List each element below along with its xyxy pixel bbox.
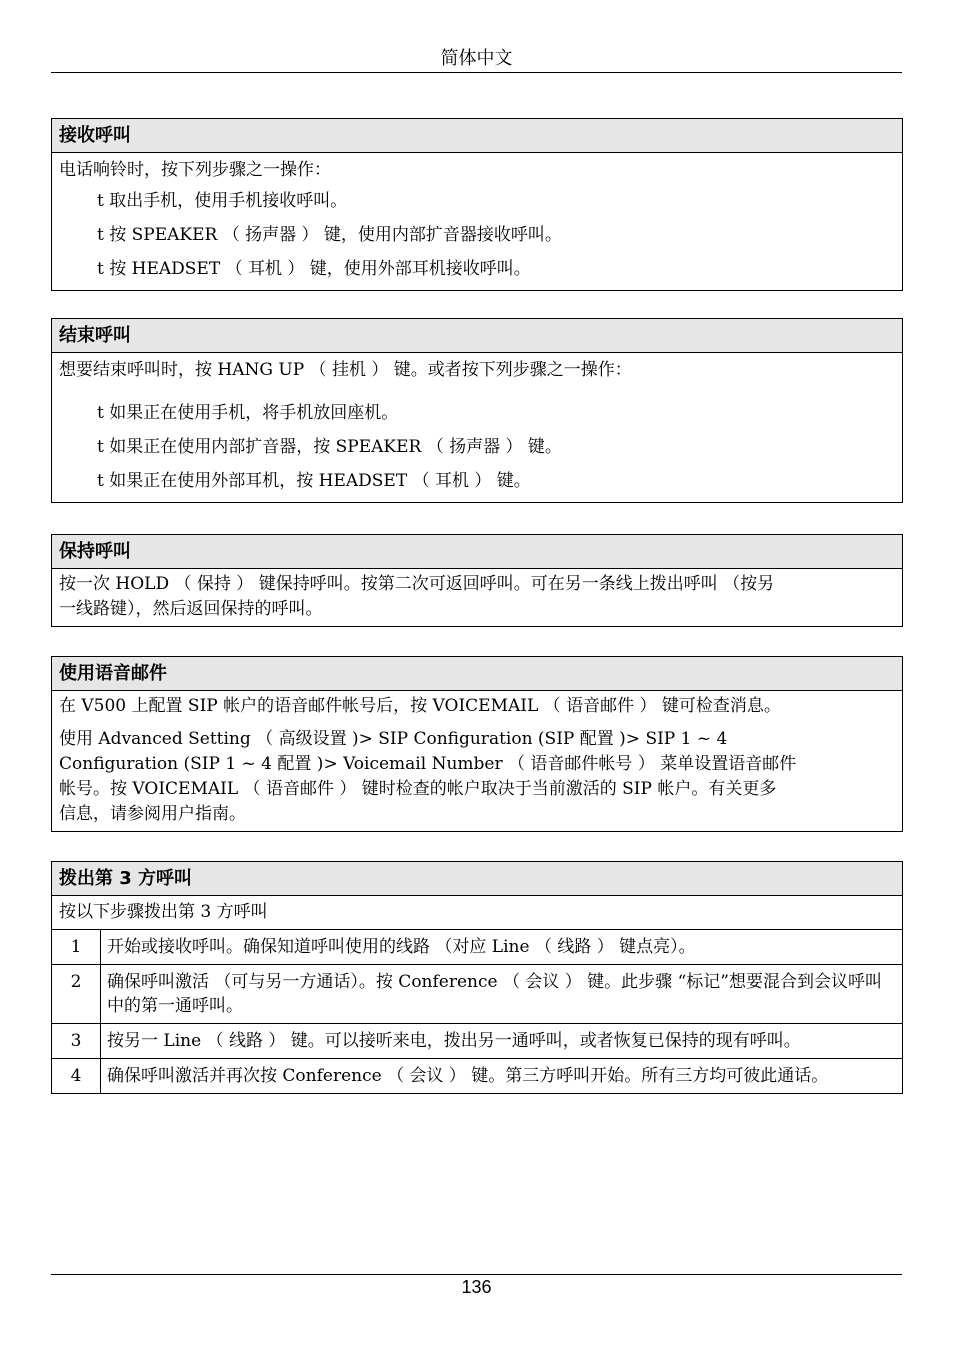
- list-item: t 按 HEADSET （ 耳机 ） 键，使用外部耳机接收呼叫。: [97, 259, 531, 279]
- paragraph-line: 使用 Advanced Setting （ 高级设置 )> SIP Configuration (SIP 配置 )> SIP 1 ~ 4: [59, 729, 728, 749]
- step-text: 开始或接收呼叫。确保知道呼叫使用的线路 （对应 Line （ 线路 ） 键点亮）。: [101, 930, 903, 965]
- step-number: 4: [52, 1059, 101, 1094]
- section-voicemail: [51, 656, 903, 832]
- table-row: [52, 1059, 902, 1094]
- step-number: 3: [52, 1024, 101, 1059]
- section-title: 接收呼叫: [52, 119, 902, 153]
- paragraph-line: 帐号。按 VOICEMAIL （ 语音邮件 ） 键时检查的帐户取决于当前激活的 SIP 帐户。有关更多: [59, 779, 777, 799]
- section-end-call: [51, 318, 903, 503]
- list-item: t 取出手机，使用手机接收呼叫。: [97, 191, 348, 211]
- section-three-way-call: [51, 861, 903, 1094]
- list-item: t 按 SPEAKER （ 扬声器 ） 键，使用内部扩音器接收呼叫。: [97, 225, 562, 245]
- section-title: 使用语音邮件: [52, 657, 902, 691]
- list-item: t 如果正在使用外部耳机，按 HEADSET （ 耳机 ） 键。: [97, 471, 531, 491]
- step-text: 按另一 Line （ 线路 ） 键。可以接听来电，拨出另一通呼叫，或者恢复已保持的现有呼叫。: [101, 1024, 903, 1059]
- list-item: t 如果正在使用内部扩音器，按 SPEAKER （ 扬声器 ） 键。: [97, 437, 562, 457]
- paragraph-line: 按一次 HOLD （ 保持 ） 键保持呼叫。按第二次可返回呼叫。可在另一条线上拨出呼叫 （按另: [59, 574, 775, 594]
- page-header: 简体中文: [51, 46, 902, 73]
- section-hold-call: [51, 534, 903, 627]
- step-text: 确保呼叫激活并再次按 Conference （ 会议 ） 键。第三方呼叫开始。所有三方均可彼此通话。: [101, 1059, 903, 1094]
- paragraph-line: 一线路键），然后返回保持的呼叫。: [59, 599, 323, 619]
- step-number: 2: [52, 965, 101, 1024]
- paragraph-line: 信息，请参阅用户指南。: [59, 804, 246, 824]
- section-title: 结束呼叫: [52, 319, 902, 353]
- section-title: 拨出第 3 方呼叫: [52, 862, 902, 895]
- section-intro: 电话响铃时，按下列步骤之一操作：: [59, 160, 331, 180]
- section-title: 保持呼叫: [52, 535, 902, 569]
- section-intro: 想要结束呼叫时，按 HANG UP （ 挂机 ） 键。或者按下列步骤之一操作：: [59, 360, 632, 380]
- step-number: 1: [52, 930, 101, 965]
- step-text: 确保呼叫激活 （可与另一方通话）。按 Conference （ 会议 ） 键。此步骤 “标记”想要混合到会议呼叫中的第一通呼叫。: [101, 965, 903, 1024]
- list-item: t 如果正在使用手机，将手机放回座机。: [97, 403, 399, 423]
- paragraph-line: Configuration (SIP 1 ~ 4 配置 )> Voicemail Number （ 语音邮件帐号 ） 菜单设置语音邮件: [59, 754, 797, 774]
- section-intro: 按以下步骤拨出第 3 方呼叫: [52, 895, 902, 929]
- table-row: [52, 930, 902, 965]
- page-number: 136: [51, 1274, 902, 1299]
- steps-table: [52, 929, 902, 1093]
- table-row: [52, 1024, 902, 1059]
- paragraph-line: 在 V500 上配置 SIP 帐户的语音邮件帐号后，按 VOICEMAIL （ 语音邮件 ） 键可检查消息。: [59, 696, 781, 716]
- section-receive-call: [51, 118, 903, 291]
- table-row: [52, 965, 902, 1024]
